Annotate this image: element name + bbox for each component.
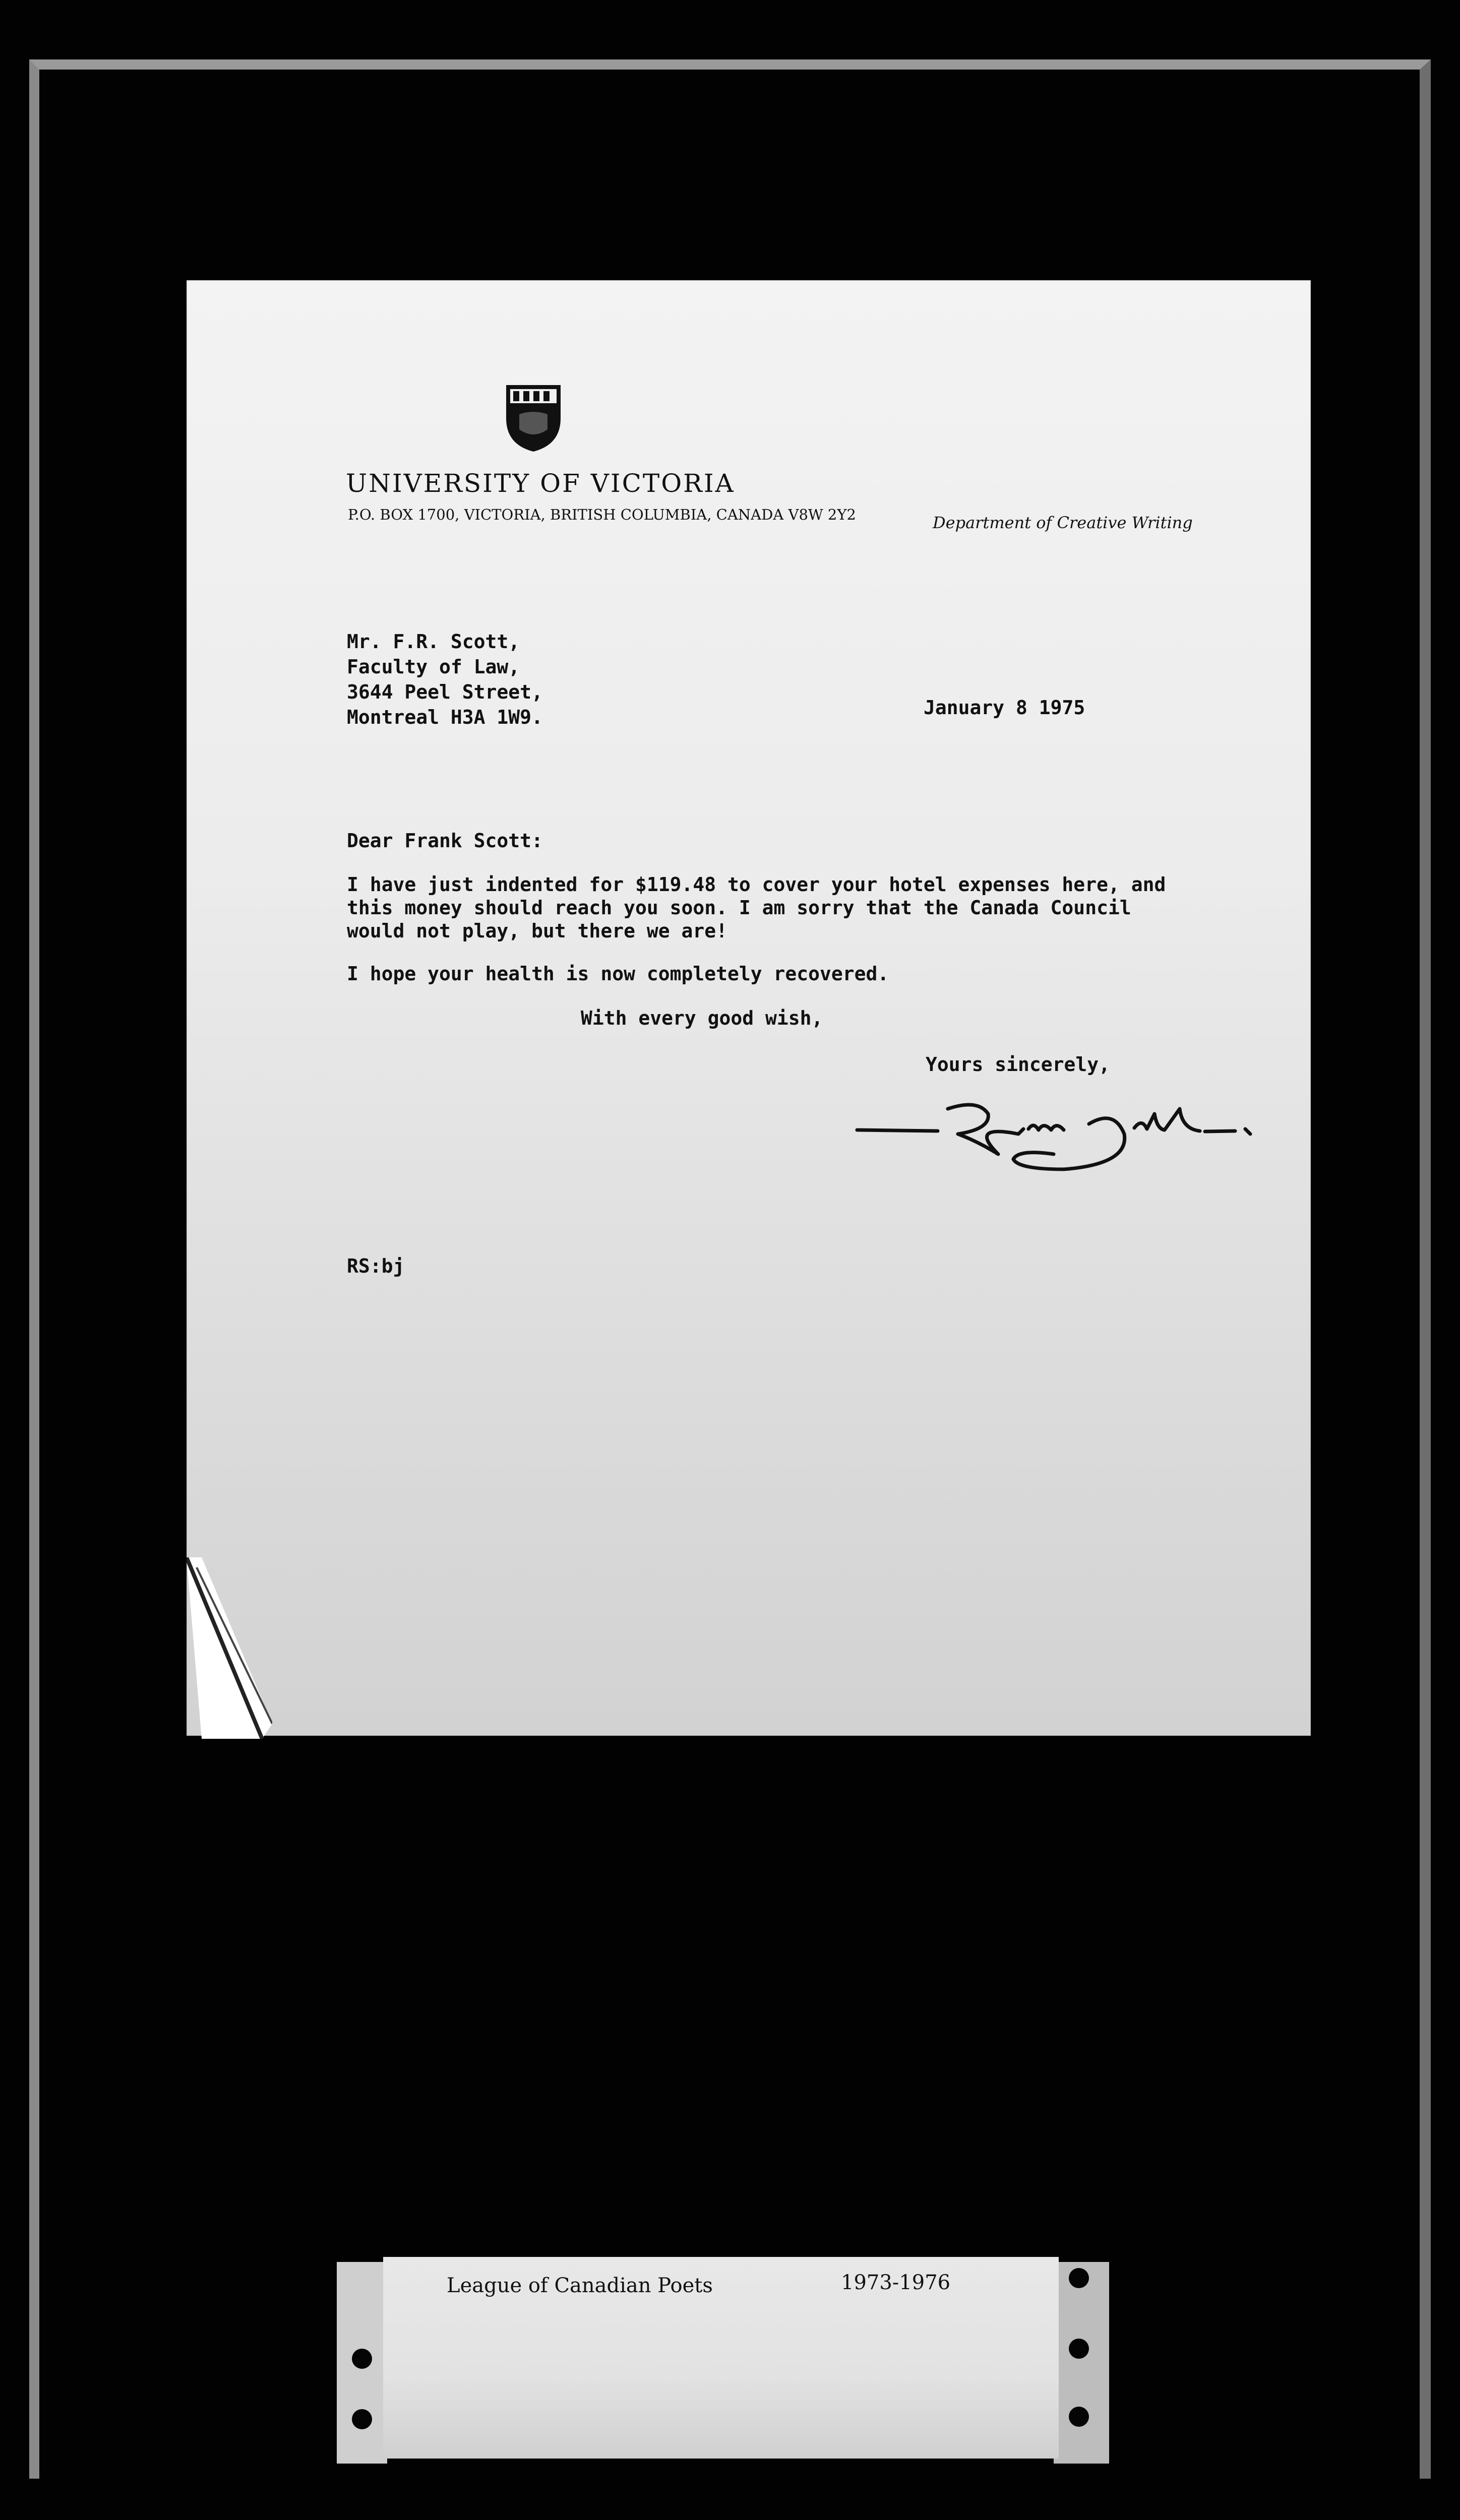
salutation: Dear Frank Scott:: [347, 830, 543, 852]
punch-hole: [1069, 2339, 1089, 2359]
letterhead-address: P.O. BOX 1700, VICTORIA, BRITISH COLUMBIA, CANADA V8W 2Y2: [348, 506, 856, 523]
recipient-line: 3644 Peel Street,: [347, 681, 543, 703]
punch-hole: [352, 2409, 372, 2429]
punch-hole: [1069, 2268, 1089, 2288]
closing-sincerely: Yours sincerely,: [926, 1053, 1111, 1076]
letterhead-department: Department of Creative Writing: [933, 513, 1193, 532]
closing-wish: With every good wish,: [581, 1007, 823, 1029]
label-strip-right: [1054, 2262, 1109, 2464]
university-crest-icon: [504, 383, 563, 454]
recipient-address: [347, 629, 543, 730]
punch-hole: [1069, 2407, 1089, 2427]
body-line: would not play, but there we are!: [347, 920, 727, 942]
folder-label-title: League of Canadian Poets: [447, 2274, 713, 2297]
body-paragraph-1: [347, 873, 1166, 942]
typist-initials: RS:bj: [347, 1255, 405, 1277]
recipient-line: Faculty of Law,: [347, 656, 520, 678]
body-line: I have just indented for $119.48 to cover your hotel expenses here, and: [347, 873, 1166, 896]
body-line: this money should reach you soon. I am sorry that the Canada Council: [347, 897, 1131, 919]
folded-corner: [187, 1557, 272, 1739]
folder-label-years: 1973-1976: [841, 2271, 951, 2294]
recipient-line: Montreal H3A 1W9.: [347, 706, 543, 728]
handwritten-signature: [852, 1094, 1255, 1184]
letter-date: January 8 1975: [924, 697, 1085, 719]
body-paragraph-2: I hope your health is now completely recovered.: [347, 963, 889, 985]
letterhead-institution: UNIVERSITY OF VICTORIA: [346, 469, 735, 498]
punch-hole: [352, 2349, 372, 2369]
recipient-line: Mr. F.R. Scott,: [347, 631, 520, 653]
